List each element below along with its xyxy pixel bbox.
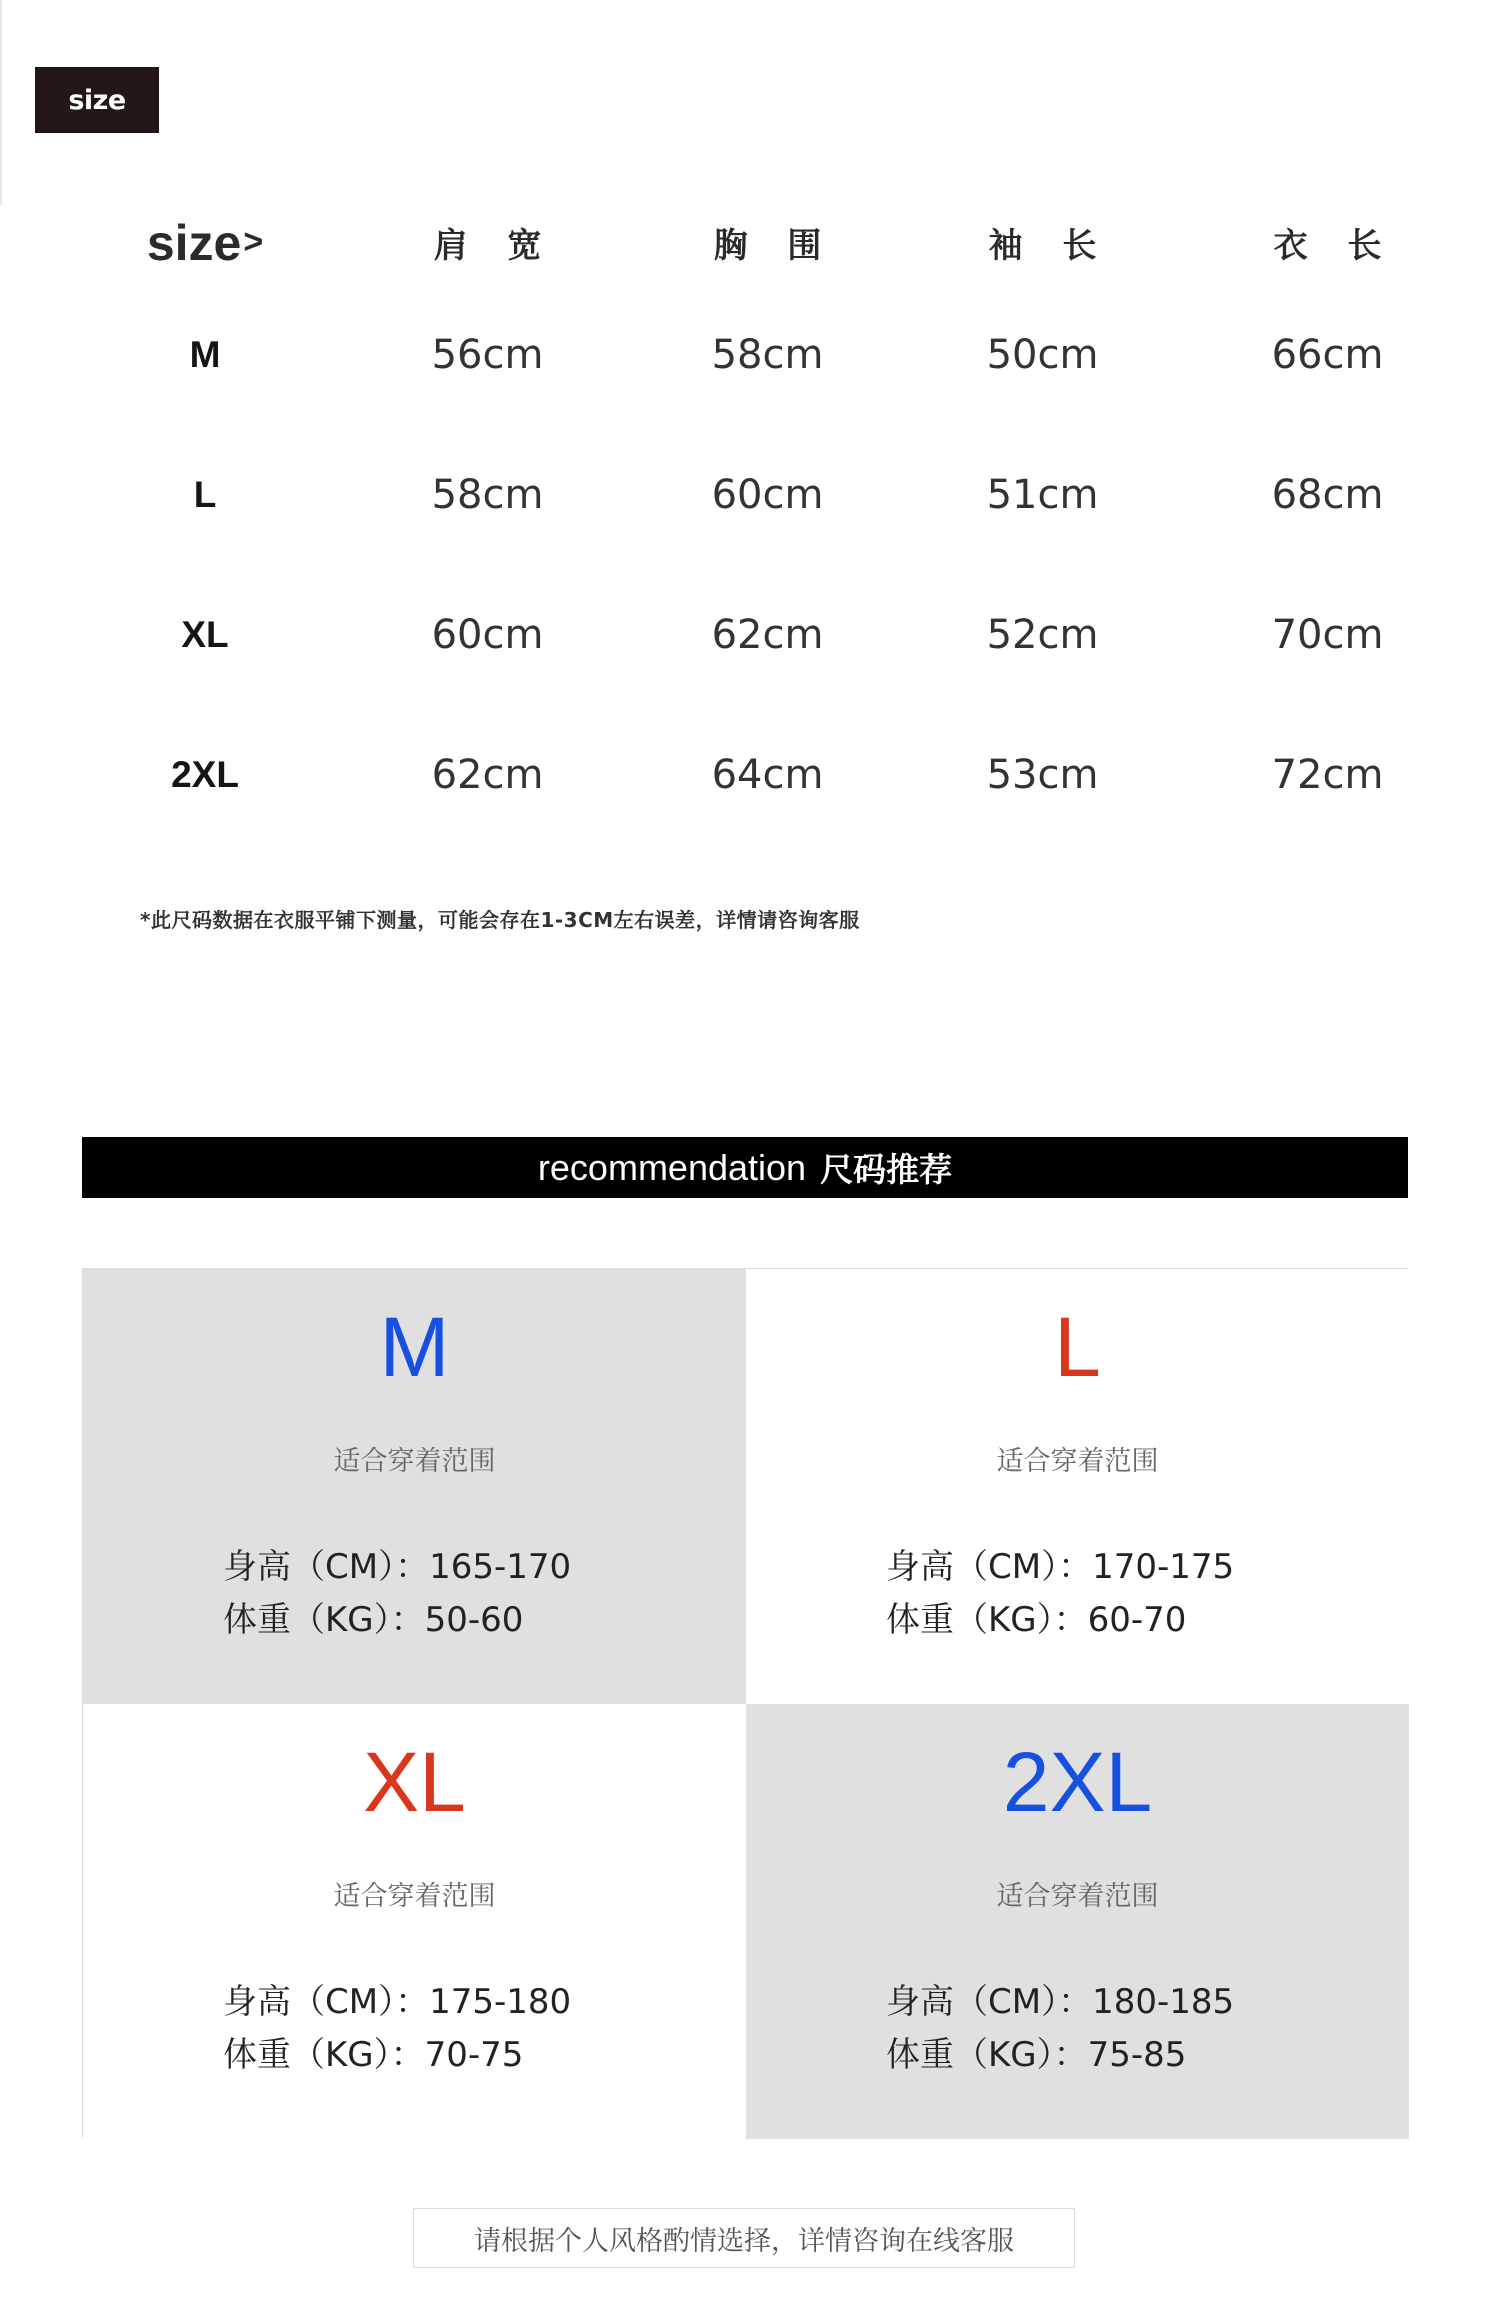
recommendation-banner [82,1137,1408,1198]
row-size-label: XL [181,614,229,655]
table-cell: 53cm [986,752,1099,798]
card-size-label: M [379,1300,450,1394]
card-height-range: 身高（CM）：180-185 [886,1982,1235,2022]
size-card-xl [83,1704,746,2139]
card-subtitle: 适合穿着范围 [996,1446,1159,1477]
table-cell: 66cm [1271,332,1384,378]
row-size-label: 2XL [171,754,239,795]
recommendation-title-en: recommendation [537,1146,807,1188]
table-row [0,425,1500,565]
left-divider [0,0,2,205]
table-cell: 56cm [431,332,544,378]
card-subtitle: 适合穿着范围 [333,1446,496,1477]
card-height-range: 身高（CM）：175-180 [223,1982,572,2022]
header-chest: 胸 围 [713,226,836,266]
header-body-length: 衣 长 [1273,226,1396,266]
footer-advice: 请根据个人风格酌情选择，详情咨询在线客服 [413,2208,1075,2268]
table-cell: 64cm [711,752,824,798]
recommendation-grid [82,1268,1408,2138]
table-cell: 60cm [711,472,824,518]
card-height-range: 身高（CM）：165-170 [223,1547,572,1587]
table-cell: 60cm [431,612,544,658]
table-row [0,705,1500,845]
table-header-row [0,200,1500,285]
table-cell: 62cm [431,752,544,798]
table-cell: 68cm [1271,472,1384,518]
table-cell: 62cm [711,612,824,658]
row-size-label: M [189,334,221,375]
card-weight-range: 体重（KG）：70-75 [223,2035,524,2075]
card-weight-range: 体重（KG）：75-85 [886,2035,1187,2075]
card-weight-range: 体重（KG）：60-70 [886,1600,1187,1640]
size-tag: size [35,67,159,133]
card-size-label: XL [363,1735,466,1829]
header-sleeve-length: 袖 长 [988,226,1111,266]
size-card-m [83,1269,746,1704]
size-card-l [746,1269,1409,1704]
card-height-range: 身高（CM）：170-175 [886,1547,1235,1587]
recommendation-title-zh: 尺码推荐 [820,1150,953,1189]
table-cell: 70cm [1271,612,1384,658]
card-size-label: 2XL [1002,1735,1153,1829]
corner-size-text: size [146,214,242,271]
row-size-label: L [193,474,217,515]
table-cell: 58cm [711,332,824,378]
table-cell: 58cm [431,472,544,518]
card-subtitle: 适合穿着范围 [996,1881,1159,1912]
card-size-label: L [1054,1300,1101,1394]
table-cell: 51cm [986,472,1099,518]
table-cell: 52cm [986,612,1099,658]
table-cell: 72cm [1271,752,1384,798]
table-row [0,565,1500,705]
corner-arrow: > [243,223,264,261]
table-cell: 50cm [986,332,1099,378]
card-subtitle: 适合穿着范围 [333,1881,496,1912]
size-card-2xl [746,1704,1409,2139]
size-table [0,200,1500,845]
measurement-note: *此尺码数据在衣服平铺下测量，可能会存在1-3CM左右误差，详情请咨询客服 [140,908,860,932]
table-row [0,285,1500,425]
card-weight-range: 体重（KG）：50-60 [223,1600,524,1640]
header-shoulder-width: 肩 宽 [433,226,556,266]
table-corner-label [100,200,310,285]
